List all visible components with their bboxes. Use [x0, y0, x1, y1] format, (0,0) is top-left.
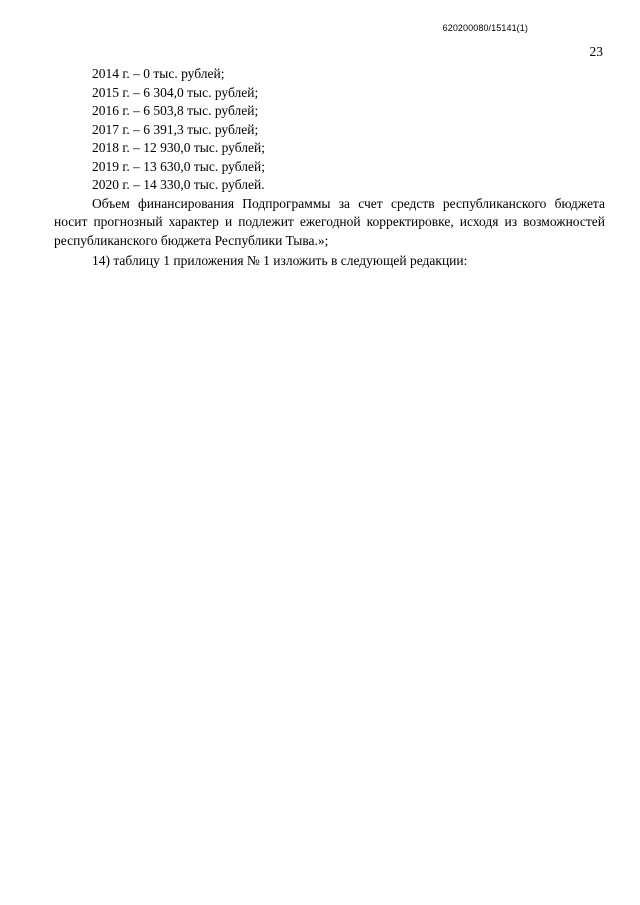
financing-note-paragraph: Объем финансирования Подпрограммы за счет средств республиканского бюджета носит прогнозный характер и подлежит ежегодной корректировке, исходя из возможностей республиканского бюджета Республики Тыва.»;	[54, 195, 605, 248]
financing-by-year-list	[54, 65, 605, 195]
financing-year-item: 2014 г. – 0 тыс. рублей;	[92, 66, 225, 81]
financing-year-item: 2016 г. – 6 503,8 тыс. рублей;	[92, 103, 259, 118]
financing-year-item: 2019 г. – 13 630,0 тыс. рублей;	[92, 158, 265, 174]
financing-year-item: 2020 г. – 14 330,0 тыс. рублей.	[92, 177, 265, 192]
amendment-paragraph: 14) таблицу 1 приложения № 1 изложить в следующей редакции:	[92, 253, 468, 268]
financing-year-item: 2017 г. – 6 391,3 тыс. рублей;	[92, 121, 259, 137]
financing-year-item: 2018 г. – 12 930,0 тыс. рублей;	[92, 140, 265, 155]
financing-year-item: 2015 г. – 6 304,0 тыс. рублей;	[92, 84, 259, 100]
page-number: 23	[589, 44, 603, 59]
document-code: 620200080/15141(1)	[442, 23, 528, 33]
document-body	[54, 65, 605, 271]
